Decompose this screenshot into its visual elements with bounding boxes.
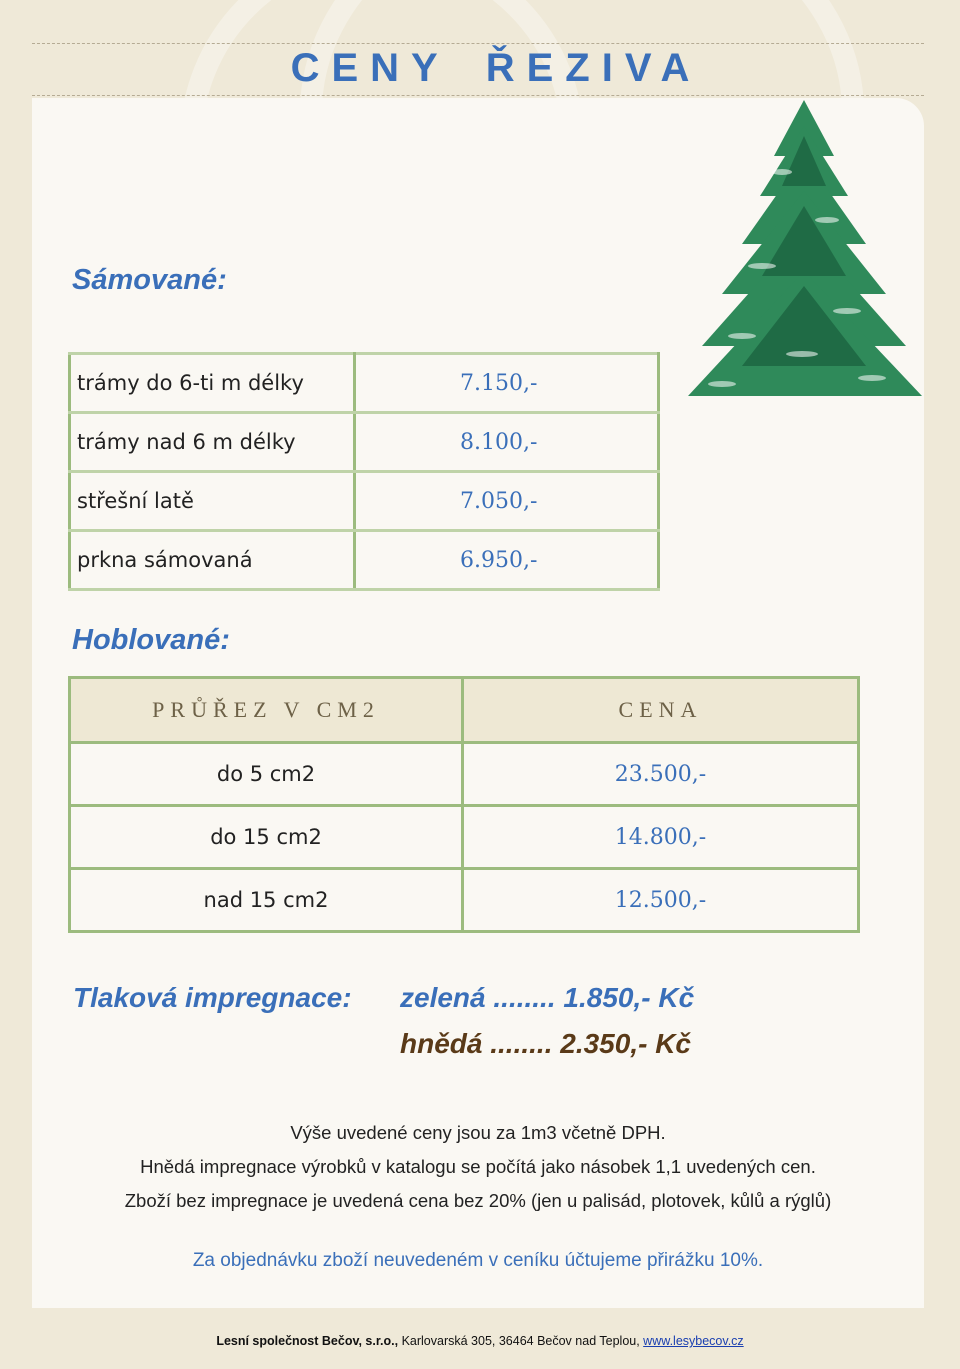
column-header-price: CENA (463, 678, 859, 743)
size-cell: do 15 cm2 (70, 806, 463, 869)
note-line: Zboží bez impregnace je uvedená cena bez 20% (jen u palisád, plotovek, kůlů a rýglů) (124, 1190, 832, 1211)
table-row (70, 472, 659, 531)
page-title (0, 46, 960, 91)
table-row (70, 743, 859, 806)
footer-website-link[interactable]: www.lesybecov.cz (643, 1334, 744, 1348)
item-price: 6.950,- (355, 531, 659, 590)
footer-address: Karlovarská 305, 36464 Bečov nad Teplou, (398, 1334, 644, 1348)
price-notes (32, 1116, 924, 1218)
top-rule (32, 43, 924, 44)
footer-company: Lesní společnost Bečov, s.r.o., (216, 1334, 399, 1348)
title-word-1: CENY (290, 46, 450, 90)
column-header-size: PRŮŘEZ V CM2 (70, 678, 463, 743)
price-cell: 12.500,- (463, 869, 859, 932)
hoblovane-price-table (68, 676, 860, 933)
item-label: trámy do 6-ti m délky (70, 354, 355, 413)
hoblovane-heading: Hoblované: (72, 624, 230, 656)
table-row (70, 869, 859, 932)
samovane-price-table (68, 352, 660, 591)
price-cell: 14.800,- (463, 806, 859, 869)
title-word-2: ŘEZIVA (485, 46, 702, 90)
size-cell: nad 15 cm2 (70, 869, 463, 932)
samovane-heading: Sámované: (72, 264, 227, 296)
note-line: Hnědá impregnace výrobků v katalogu se počítá jako násobek 1,1 uvedených cen. (140, 1156, 816, 1177)
impregnation-brown-price: hnědá ........ 2.350,- Kč (400, 1028, 691, 1059)
item-label: trámy nad 6 m délky (70, 413, 355, 472)
note-line: Výše uvedené ceny jsou za 1m3 včetně DPH. (290, 1122, 666, 1143)
spruce-tree-image (682, 96, 927, 406)
impregnation-green-price: zelená ........ 1.850,- Kč (400, 982, 695, 1013)
item-price: 7.150,- (355, 354, 659, 413)
table-header-row (70, 678, 859, 743)
item-label: střešní latě (70, 472, 355, 531)
size-cell: do 5 cm2 (70, 743, 463, 806)
footer (0, 1334, 960, 1348)
item-label: prkna sámovaná (70, 531, 355, 590)
table-row (70, 806, 859, 869)
table-row (70, 354, 659, 413)
price-cell: 23.500,- (463, 743, 859, 806)
surcharge-note: Za objednávku zboží neuvedeném v ceníku účtujeme přirážku 10%. (192, 1250, 764, 1271)
table-row (70, 531, 659, 590)
table-row (70, 413, 659, 472)
item-price: 8.100,- (355, 413, 659, 472)
item-price: 7.050,- (355, 472, 659, 531)
impregnation-label: Tlaková impregnace: (73, 982, 352, 1013)
